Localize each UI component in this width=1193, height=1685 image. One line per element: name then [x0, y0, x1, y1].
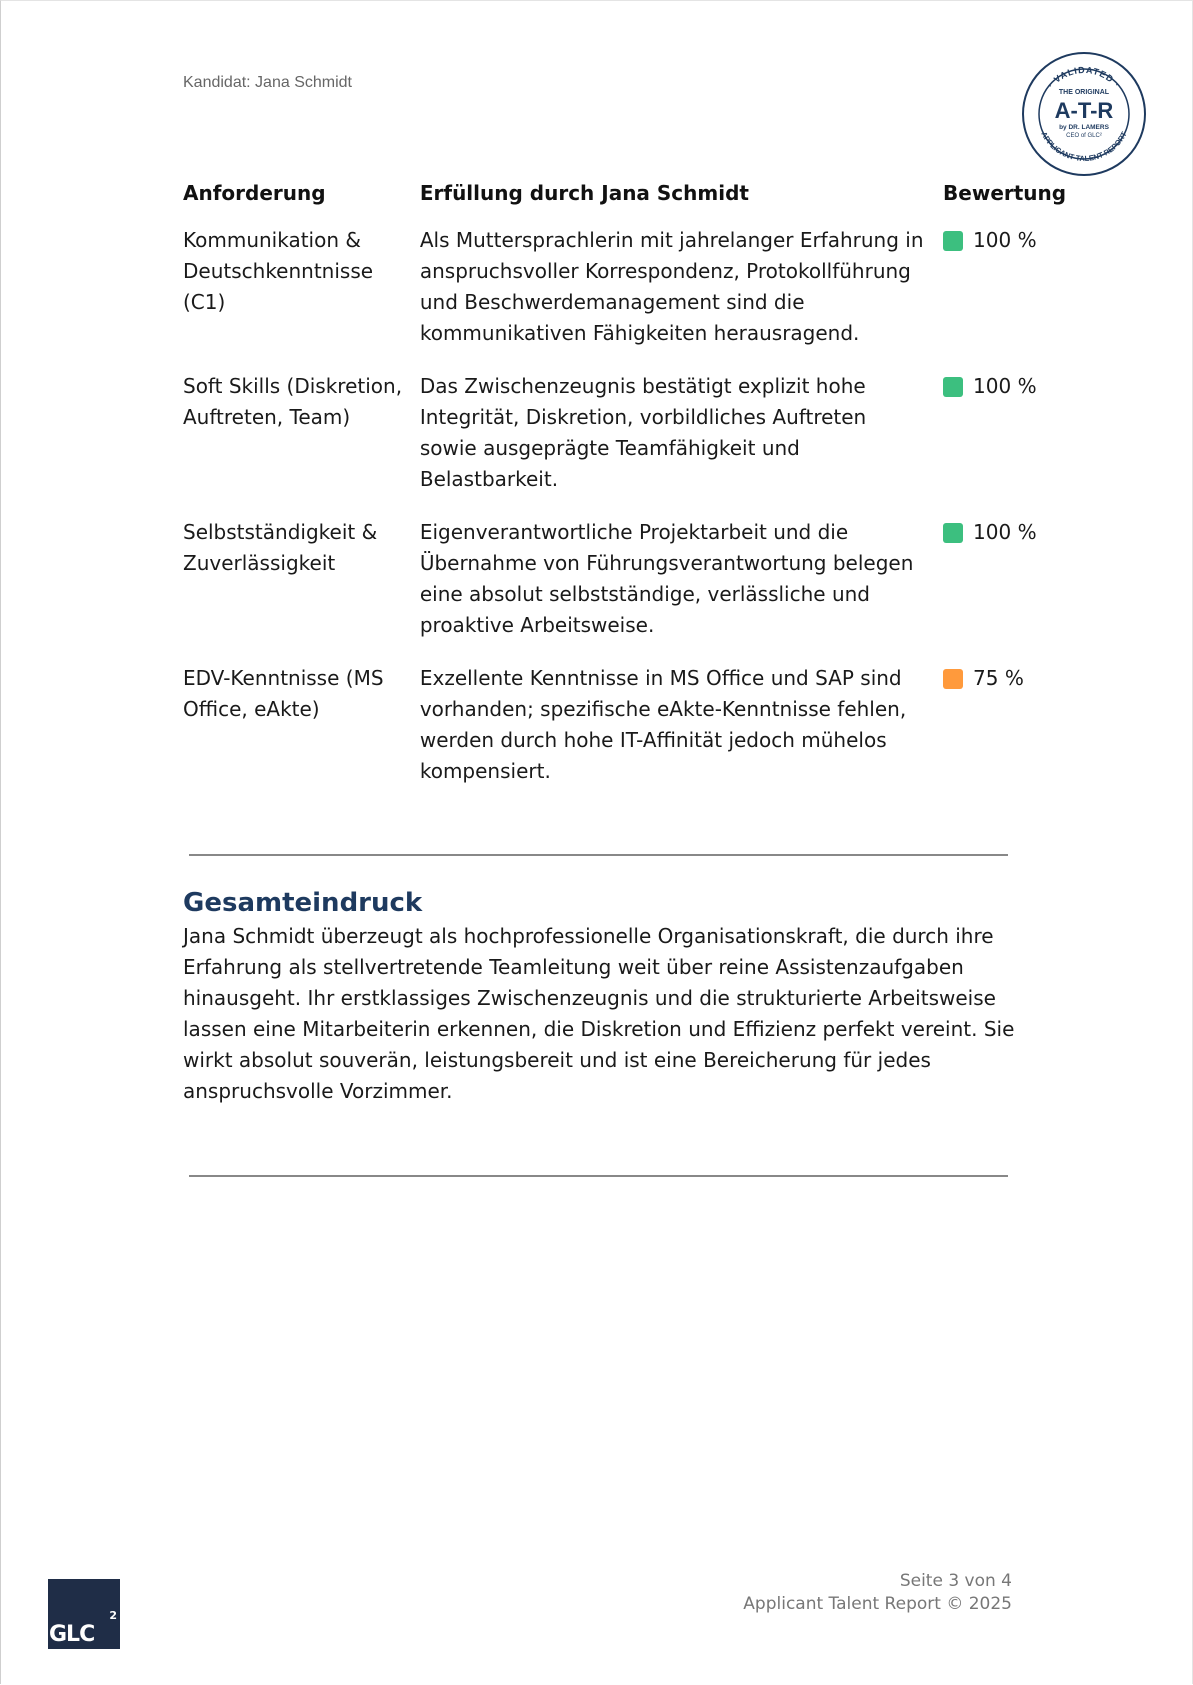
rating-cell — [939, 225, 1083, 371]
svg-text:CEO of GLC²: CEO of GLC² — [1066, 133, 1102, 139]
fulfillment-cell: Das Zwischenzeugnis bestätigt explizit hohe Integrität, Diskretion, vorbildliches Auftreten sowie ausgeprägte Teamfähigkeit und Belastbarkeit. — [419, 374, 867, 491]
svg-text:A-T-R: A-T-R — [1054, 98, 1114, 123]
page-number: Seite 3 von 4 — [899, 1571, 1012, 1591]
page-footer — [743, 1570, 1012, 1616]
fulfillment-cell: Eigenverantwortliche Projektarbeit und die Übernahme von Führungsverantwortung belegen eine absolut selbstständige, verlässliche und proaktive Arbeitsweise. — [419, 520, 914, 637]
header-fulfillment: Erfüllung durch Jana Schmidt — [419, 181, 749, 205]
table-row — [183, 517, 1083, 663]
svg-text:by DR. LAMERS: by DR. LAMERS — [1059, 124, 1109, 131]
green-status-square-icon — [943, 523, 963, 543]
green-status-square-icon — [943, 231, 963, 251]
requirement-cell: Selbstständigkeit & Zuverlässigkeit — [183, 520, 378, 575]
table-row — [183, 663, 1083, 809]
table-row — [183, 225, 1083, 371]
copyright: Applicant Talent Report © 2025 — [743, 1594, 1012, 1614]
logo-text: GLC — [49, 1622, 95, 1647]
svg-text:APPLICANT-TALENT-REPORT: APPLICANT-TALENT-REPORT — [1039, 130, 1129, 164]
table-row — [183, 371, 1083, 517]
fulfillment-cell: Als Muttersprachlerin mit jahrelanger Erfahrung in anspruchsvoller Korrespondenz, Protokollführung und Beschwerdemanagement sind die kommunikativen Fähigkeiten herausragend. — [419, 228, 924, 345]
requirement-cell: Soft Skills (Diskretion, Auftreten, Team) — [183, 374, 403, 429]
header-requirement: Anforderung — [183, 181, 326, 205]
green-status-square-icon — [943, 377, 963, 397]
requirement-cell: EDV-Kenntnisse (MS Office, eAkte) — [183, 666, 384, 721]
fulfillment-cell: Exzellente Kenntnisse in MS Office und SAP sind vorhanden; spezifische eAkte-Kenntnisse fehlen, werden durch hohe IT-Affinität jedoch mühelos kompensiert. — [419, 666, 907, 783]
requirement-cell: Kommunikation & Deutschkenntnisse (C1) — [183, 228, 374, 314]
rating-cell — [939, 663, 1083, 809]
rating-value: 100 % — [973, 228, 1037, 252]
summary-heading: Gesamteindruck — [183, 888, 423, 918]
summary-paragraph: Jana Schmidt überzeugt als hochprofessionelle Organisationskraft, die durch ihre Erfahrung als stellvertretende Teamleitung weit über reine Assistenzaufgaben hinausgeht. Ihr erstklassiges Zwischenzeugnis und die strukturierte Arbeitsweise lassen eine Mitarbeiterin erkennen, die Diskretion und Effizienz perfekt vereint. Sie wirkt absolut souverän, leistungsbereit und ist eine Bereicherung für jedes anspruchsvolle Vorzimmer. — [183, 924, 1015, 1103]
divider — [189, 854, 1008, 856]
header-rating: Bewertung — [943, 181, 1067, 205]
svg-text:· VALIDATED ·: · VALIDATED · — [1045, 64, 1123, 91]
rating-value: 75 % — [973, 666, 1024, 690]
rating-value: 100 % — [973, 520, 1037, 544]
requirements-table — [183, 181, 1083, 809]
atr-validated-seal-icon — [1021, 51, 1147, 177]
candidate-label: Kandidat: Jana Schmidt — [183, 74, 352, 91]
rating-cell — [939, 517, 1083, 663]
svg-text:THE ORIGINAL: THE ORIGINAL — [1058, 89, 1110, 96]
glc-logo — [48, 1579, 120, 1649]
orange-status-square-icon — [943, 669, 963, 689]
rating-cell — [939, 371, 1083, 517]
divider — [189, 1175, 1008, 1177]
logo-superscript: 2 — [109, 1609, 117, 1622]
rating-value: 100 % — [973, 374, 1037, 398]
table-header-row — [183, 181, 1083, 225]
